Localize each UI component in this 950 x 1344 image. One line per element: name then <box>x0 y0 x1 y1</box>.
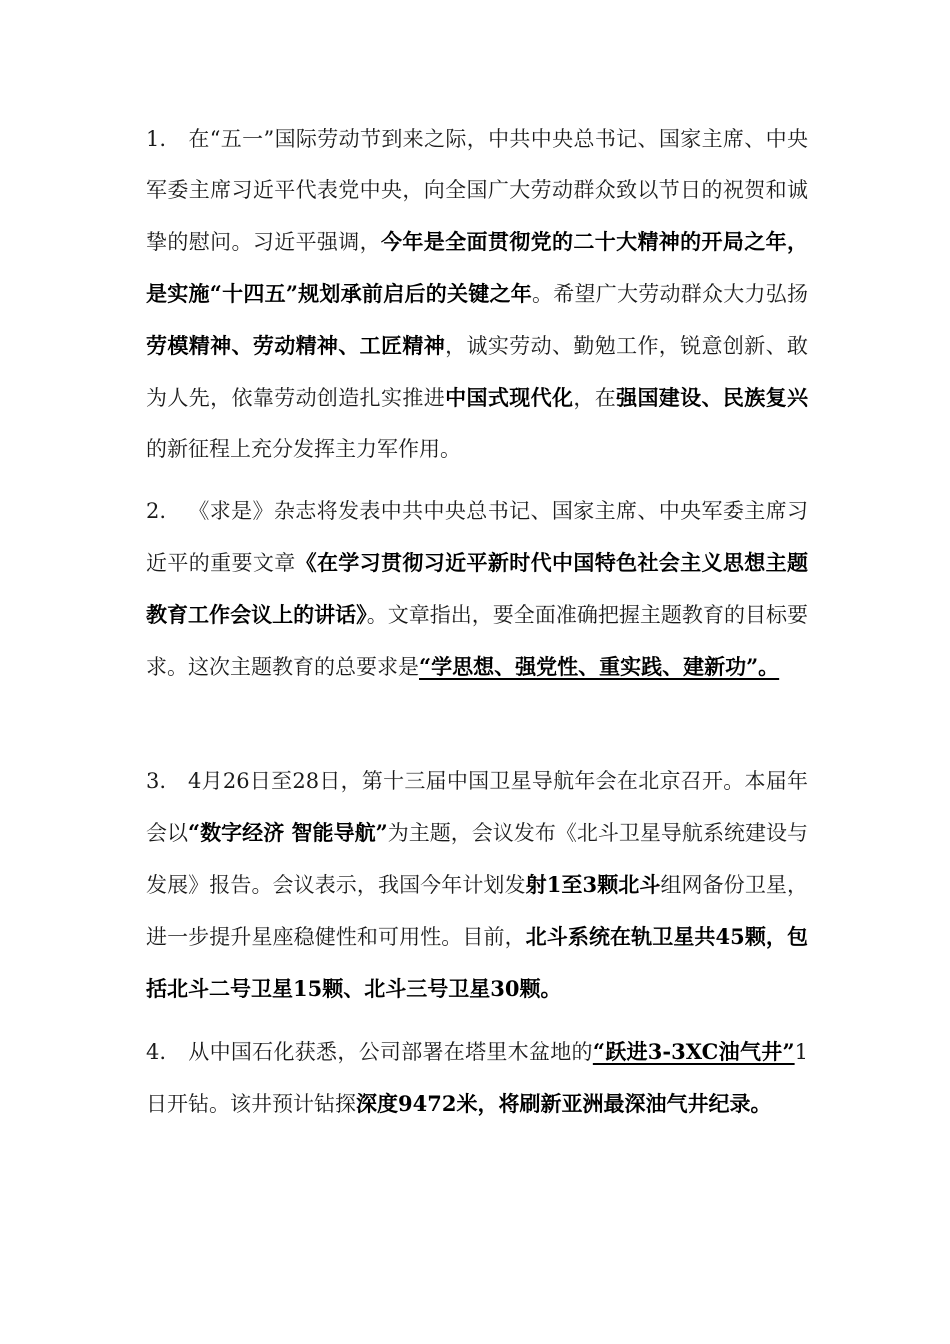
news-item-4 <box>146 1026 808 1130</box>
news-item-1 <box>146 114 808 475</box>
highlight-segment: 中国式现代化 <box>445 385 574 410</box>
text-segment: 1日开钻。该井预计钻探 <box>146 1040 808 1116</box>
news-item-3 <box>146 756 808 1015</box>
text-segment: 在“五一”国际劳动节到来之际，中共中央总书记、国家主席、中央军委主席习近平代表党中央，向全国广大劳动群众致以节日的祝贺和诚挚的慰问。习近平强调， <box>146 127 808 254</box>
underlined-highlight: “学思想、强党性、重实践、建新功”。 <box>419 654 780 679</box>
article-title: 《在学习贯彻习近平新时代中国特色社会主义思想主题教育工作会议上的讲话》 <box>146 550 809 627</box>
highlight-segment: 北斗系统在轨卫星共45颗，包括北斗二号卫星15颗、北斗三号卫星30颗。 <box>146 924 809 1001</box>
text-segment: 。文章指出，要全面准确把握主题教育的目标要求。这次主题教育的总要求是 <box>146 603 809 679</box>
text-segment: ，诚实劳动、勤勉工作，锐意创新、敢为人先，依靠劳动创造扎实推进 <box>146 334 809 410</box>
text-segment: 《求是》杂志将发表中共中央总书记、国家主席、中央军委主席习近平的重要文章 <box>146 499 808 575</box>
text-segment: 为主题，会议发布《北斗卫星导航系统建设与发展》报告。会议表示，我国今年计划发 <box>146 821 809 897</box>
text-segment: 。希望广大劳动群众大力弘扬 <box>531 282 808 306</box>
text-segment: ，在 <box>573 386 617 410</box>
item-number: 3. <box>146 769 167 793</box>
highlight-segment: 射1至3颗北斗 <box>525 872 661 897</box>
text-segment: 组网备份卫星，进一步提升星座稳健性和可用性。目前， <box>146 873 809 949</box>
text-segment: 的新征程上充分发挥主力军作用。 <box>146 437 461 461</box>
highlight-segment: 今年是全面贯彻党的二十大精神的开局之年，是实施“十四五”规划承前启后的关键之年 <box>146 229 809 306</box>
item-number: 1. <box>146 127 167 151</box>
item-number: 4. <box>146 1040 167 1064</box>
highlight-segment: 强国建设、民族复兴 <box>616 385 809 410</box>
text-segment: 从中国石化获悉，公司部署在塔里木盆地的 <box>188 1040 593 1064</box>
item-number: 2. <box>146 499 167 523</box>
text-segment: 4月26日至28日，第十三届中国卫星导航年会在北京召开。本届年会以 <box>146 769 808 845</box>
underlined-highlight: “跃进3-3XC油气井” <box>592 1039 795 1064</box>
news-item-2 <box>146 486 808 693</box>
highlight-segment: 劳模精神、劳动精神、工匠精神 <box>146 333 446 358</box>
highlight-segment: “数字经济 智能导航” <box>188 820 388 845</box>
highlight-segment: 深度9472米，将刷新亚洲最深油气井纪录。 <box>356 1091 772 1116</box>
